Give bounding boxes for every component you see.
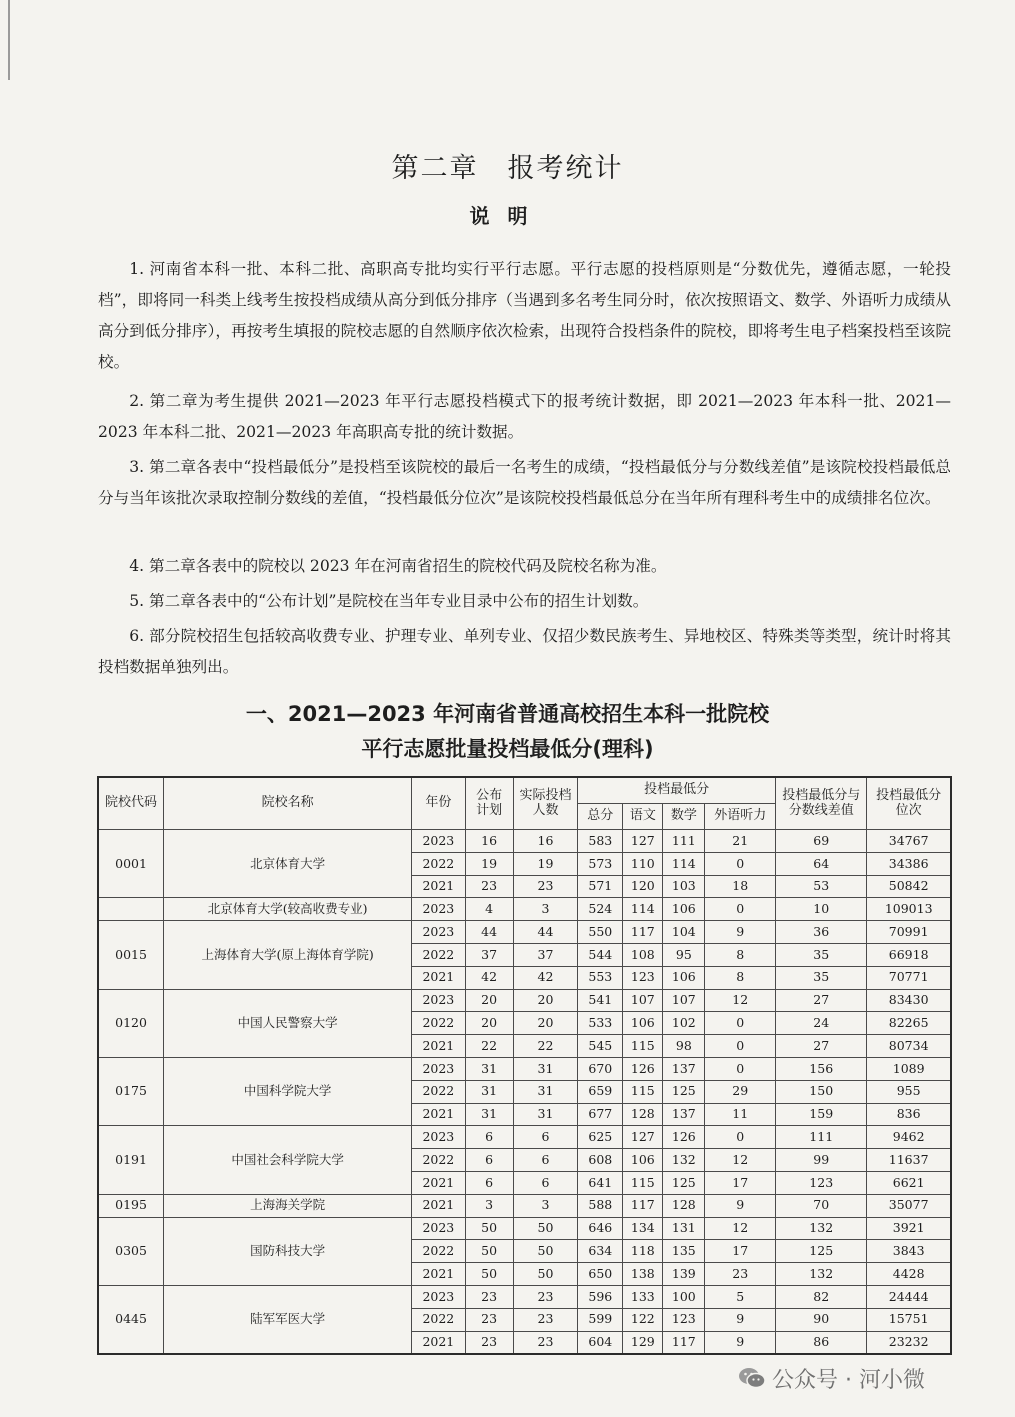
school-code: 0015 — [98, 921, 164, 989]
cell-math-score: 123 — [663, 1308, 705, 1331]
cell-score-diff: 35 — [776, 966, 867, 989]
cell-total-score: 670 — [578, 1057, 623, 1080]
cell-chinese-score: 126 — [623, 1057, 663, 1080]
cell-math-score: 126 — [663, 1126, 705, 1149]
cell-chinese-score: 122 — [623, 1308, 663, 1331]
cell-year: 2023 — [412, 1126, 465, 1149]
cell-actual: 3 — [513, 1194, 578, 1217]
cell-rank: 1089 — [867, 1057, 951, 1080]
school-code: 0120 — [98, 989, 164, 1057]
cell-listening-score: 12 — [705, 989, 776, 1012]
cell-actual: 6 — [513, 1149, 578, 1172]
table-row — [98, 1217, 951, 1240]
cell-plan: 23 — [465, 1308, 513, 1331]
paragraph-2: 2. 第二章为考生提供 2021—2023 年平行志愿投档模式下的报考统计数据，即 2021—2023 年本科一批、2021—2023 年本科二批、2021—2023 年高职高专批的统计数据。 — [98, 392, 951, 441]
cell-chinese-score: 133 — [623, 1285, 663, 1308]
cell-total-score: 588 — [578, 1194, 623, 1217]
cell-plan: 31 — [465, 1103, 513, 1126]
cell-plan: 31 — [465, 1080, 513, 1103]
cell-actual: 20 — [513, 989, 578, 1012]
cell-listening-score: 17 — [705, 1240, 776, 1263]
cell-total-score: 571 — [578, 875, 623, 898]
cell-actual: 31 — [513, 1057, 578, 1080]
cell-score-diff: 69 — [776, 830, 867, 853]
cell-actual: 23 — [513, 1308, 578, 1331]
cell-plan: 31 — [465, 1057, 513, 1080]
cell-listening-score: 0 — [705, 898, 776, 921]
cell-rank: 50842 — [867, 875, 951, 898]
header-year: 年份 — [412, 777, 465, 830]
school-code: 0445 — [98, 1285, 164, 1354]
cell-plan: 50 — [465, 1217, 513, 1240]
cell-chinese-score: 128 — [623, 1103, 663, 1126]
cell-total-score: 550 — [578, 921, 623, 944]
cell-total-score: 545 — [578, 1035, 623, 1058]
cell-listening-score: 9 — [705, 1308, 776, 1331]
cell-math-score: 114 — [663, 852, 705, 875]
cell-listening-score: 8 — [705, 966, 776, 989]
cell-score-diff: 125 — [776, 1240, 867, 1263]
school-name: 国防科技大学 — [164, 1217, 412, 1285]
cell-actual: 31 — [513, 1103, 578, 1126]
school-name: 上海体育大学(原上海体育学院) — [164, 921, 412, 989]
cell-rank: 955 — [867, 1080, 951, 1103]
cell-math-score: 95 — [663, 943, 705, 966]
cell-year: 2021 — [412, 966, 465, 989]
cell-year: 2022 — [412, 943, 465, 966]
cell-plan: 22 — [465, 1035, 513, 1058]
cell-year: 2021 — [412, 875, 465, 898]
cell-chinese-score: 115 — [623, 1171, 663, 1194]
table-title-line2: 平行志愿批量投档最低分(理科) — [361, 737, 654, 761]
cell-chinese-score: 110 — [623, 852, 663, 875]
school-code: 0175 — [98, 1057, 164, 1125]
cell-actual: 31 — [513, 1080, 578, 1103]
cell-year: 2021 — [412, 1263, 465, 1286]
table-title-line1: 一、2021—2023 年河南省普通高校招生本科一批院校 — [245, 702, 770, 726]
cell-plan: 50 — [465, 1263, 513, 1286]
cell-chinese-score: 106 — [623, 1149, 663, 1172]
table-row — [98, 1194, 951, 1217]
cell-score-diff: 156 — [776, 1057, 867, 1080]
cell-actual: 23 — [513, 1285, 578, 1308]
cell-actual: 3 — [513, 898, 578, 921]
cell-year: 2022 — [412, 852, 465, 875]
cell-total-score: 524 — [578, 898, 623, 921]
table-row — [98, 989, 951, 1012]
school-name: 陆军军医大学 — [164, 1285, 412, 1354]
cell-plan: 6 — [465, 1149, 513, 1172]
cell-math-score: 131 — [663, 1217, 705, 1240]
cell-total-score: 677 — [578, 1103, 623, 1126]
cell-actual: 19 — [513, 852, 578, 875]
section-title: 说明 — [469, 204, 546, 228]
cell-plan: 16 — [465, 830, 513, 853]
table-row — [98, 1126, 951, 1149]
cell-listening-score: 17 — [705, 1171, 776, 1194]
paragraph-5: 5. 第二章各表中的“公布计划”是院校在当年专业目录中公布的招生计划数。 — [129, 592, 649, 610]
cell-score-diff: 132 — [776, 1217, 867, 1240]
cell-plan: 42 — [465, 966, 513, 989]
cell-year: 2022 — [412, 1012, 465, 1035]
cell-score-diff: 150 — [776, 1080, 867, 1103]
cell-total-score: 599 — [578, 1308, 623, 1331]
cell-math-score: 125 — [663, 1171, 705, 1194]
cell-chinese-score: 134 — [623, 1217, 663, 1240]
cell-math-score: 128 — [663, 1194, 705, 1217]
cell-math-score: 137 — [663, 1103, 705, 1126]
cell-listening-score: 12 — [705, 1149, 776, 1172]
cell-rank: 9462 — [867, 1126, 951, 1149]
cell-year: 2023 — [412, 898, 465, 921]
cell-math-score: 125 — [663, 1080, 705, 1103]
paragraph-1: 1. 河南省本科一批、本科二批、高职高专批均实行平行志愿。平行志愿的投档原则是“分数优先，遵循志愿，一轮投档”，即将同一科类上线考生按投档成绩从高分到低分排序（当遇到多名考生同分时，依次按照语文、数学、外语听力成绩从高分到低分排序），再按考生填报的院校志愿的自然顺序依次检索，出现符合投档条件的院校，即将考生电子档案投档至该院校。 — [98, 260, 951, 371]
cell-listening-score: 0 — [705, 1012, 776, 1035]
cell-total-score: 573 — [578, 852, 623, 875]
cell-listening-score: 29 — [705, 1080, 776, 1103]
cell-math-score: 98 — [663, 1035, 705, 1058]
cell-year: 2021 — [412, 1194, 465, 1217]
cell-plan: 6 — [465, 1171, 513, 1194]
cell-score-diff: 86 — [776, 1331, 867, 1354]
cell-score-diff: 53 — [776, 875, 867, 898]
cell-chinese-score: 127 — [623, 830, 663, 853]
table-body — [98, 830, 951, 1355]
cell-rank: 3843 — [867, 1240, 951, 1263]
cell-math-score: 132 — [663, 1149, 705, 1172]
cell-math-score: 137 — [663, 1057, 705, 1080]
admission-score-table — [97, 776, 952, 1355]
cell-listening-score: 0 — [705, 852, 776, 875]
paragraph-3: 3. 第二章各表中“投档最低分”是投档至该院校的最后一名考生的成绩，“投档最低分与分数线差值”是该院校投档最低总分与当年该批次录取控制分数线的差值，“投档最低分位次”是该院校投档最低总分在当年所有理科考生中的成绩排名位次。 — [98, 458, 951, 507]
cell-score-diff: 10 — [776, 898, 867, 921]
cell-rank: 3921 — [867, 1217, 951, 1240]
cell-math-score: 111 — [663, 830, 705, 853]
cell-score-diff: 27 — [776, 989, 867, 1012]
cell-rank: 15751 — [867, 1308, 951, 1331]
cell-rank: 109013 — [867, 898, 951, 921]
cell-listening-score: 0 — [705, 1126, 776, 1149]
cell-rank: 35077 — [867, 1194, 951, 1217]
cell-chinese-score: 114 — [623, 898, 663, 921]
cell-plan: 20 — [465, 1012, 513, 1035]
cell-plan: 50 — [465, 1240, 513, 1263]
cell-year: 2022 — [412, 1080, 465, 1103]
school-code: 0191 — [98, 1126, 164, 1194]
cell-year: 2023 — [412, 830, 465, 853]
header-code: 院校代码 — [98, 777, 164, 830]
cell-listening-score: 0 — [705, 1057, 776, 1080]
cell-year: 2023 — [412, 921, 465, 944]
cell-math-score: 106 — [663, 966, 705, 989]
cell-actual: 37 — [513, 943, 578, 966]
cell-chinese-score: 123 — [623, 966, 663, 989]
cell-total-score: 544 — [578, 943, 623, 966]
paragraph-6: 6. 部分院校招生包括较高收费专业、护理专业、单列专业、仅招少数民族考生、异地校区、特殊类等类型，统计时将其投档数据单独列出。 — [98, 627, 951, 676]
cell-year: 2021 — [412, 1103, 465, 1126]
cell-score-diff: 27 — [776, 1035, 867, 1058]
school-code: 0305 — [98, 1217, 164, 1285]
cell-chinese-score: 115 — [623, 1080, 663, 1103]
cell-actual: 20 — [513, 1012, 578, 1035]
table-row — [98, 898, 951, 921]
cell-chinese-score: 129 — [623, 1331, 663, 1354]
paragraph-4: 4. 第二章各表中的院校以 2023 年在河南省招生的院校代码及院校名称为准。 — [129, 557, 667, 575]
cell-total-score: 533 — [578, 1012, 623, 1035]
cell-total-score: 608 — [578, 1149, 623, 1172]
cell-actual: 6 — [513, 1126, 578, 1149]
cell-total-score: 596 — [578, 1285, 623, 1308]
cell-math-score: 100 — [663, 1285, 705, 1308]
scan-edge-line — [8, 0, 10, 80]
cell-rank: 70991 — [867, 921, 951, 944]
cell-chinese-score: 118 — [623, 1240, 663, 1263]
cell-chinese-score: 108 — [623, 943, 663, 966]
cell-listening-score: 11 — [705, 1103, 776, 1126]
chapter-title: 第二章 报考统计 — [391, 153, 624, 184]
cell-rank: 80734 — [867, 1035, 951, 1058]
cell-score-diff: 123 — [776, 1171, 867, 1194]
cell-plan: 3 — [465, 1194, 513, 1217]
cell-score-diff: 24 — [776, 1012, 867, 1035]
cell-listening-score: 9 — [705, 1331, 776, 1354]
cell-rank: 11637 — [867, 1149, 951, 1172]
wechat-icon — [738, 1366, 766, 1390]
cell-score-diff: 82 — [776, 1285, 867, 1308]
cell-total-score: 646 — [578, 1217, 623, 1240]
cell-score-diff: 99 — [776, 1149, 867, 1172]
cell-math-score: 102 — [663, 1012, 705, 1035]
cell-actual: 23 — [513, 875, 578, 898]
cell-listening-score: 12 — [705, 1217, 776, 1240]
cell-math-score: 103 — [663, 875, 705, 898]
cell-year: 2023 — [412, 1057, 465, 1080]
cell-rank: 66918 — [867, 943, 951, 966]
cell-math-score: 107 — [663, 989, 705, 1012]
cell-chinese-score: 120 — [623, 875, 663, 898]
cell-rank: 836 — [867, 1103, 951, 1126]
cell-year: 2021 — [412, 1171, 465, 1194]
school-code — [98, 898, 164, 921]
cell-total-score: 604 — [578, 1331, 623, 1354]
cell-total-score: 634 — [578, 1240, 623, 1263]
cell-year: 2022 — [412, 1149, 465, 1172]
header-actual: 实际投档人数 — [513, 777, 578, 830]
cell-plan: 20 — [465, 989, 513, 1012]
school-name: 上海海关学院 — [164, 1194, 412, 1217]
header-min-score: 投档最低分 — [578, 777, 776, 804]
header-chinese: 语文 — [623, 804, 663, 830]
cell-rank: 6621 — [867, 1171, 951, 1194]
header-name: 院校名称 — [164, 777, 412, 830]
cell-actual: 50 — [513, 1240, 578, 1263]
cell-rank: 83430 — [867, 989, 951, 1012]
cell-year: 2021 — [412, 1331, 465, 1354]
cell-chinese-score: 127 — [623, 1126, 663, 1149]
header-math: 数学 — [663, 804, 705, 830]
cell-plan: 6 — [465, 1126, 513, 1149]
cell-total-score: 659 — [578, 1080, 623, 1103]
cell-year: 2021 — [412, 1035, 465, 1058]
cell-score-diff: 90 — [776, 1308, 867, 1331]
cell-listening-score: 23 — [705, 1263, 776, 1286]
cell-listening-score: 9 — [705, 1194, 776, 1217]
table-row — [98, 830, 951, 853]
cell-actual: 50 — [513, 1263, 578, 1286]
header-rank: 投档最低分位次 — [867, 777, 951, 830]
cell-rank: 34386 — [867, 852, 951, 875]
cell-rank: 70771 — [867, 966, 951, 989]
school-name: 北京体育大学 — [164, 830, 412, 898]
cell-score-diff: 64 — [776, 852, 867, 875]
cell-plan: 23 — [465, 1331, 513, 1354]
watermark — [738, 1363, 925, 1393]
cell-listening-score: 18 — [705, 875, 776, 898]
cell-rank: 24444 — [867, 1285, 951, 1308]
cell-rank: 82265 — [867, 1012, 951, 1035]
cell-listening-score: 5 — [705, 1285, 776, 1308]
cell-actual: 23 — [513, 1331, 578, 1354]
table-row — [98, 1057, 951, 1080]
cell-score-diff: 36 — [776, 921, 867, 944]
header-total: 总分 — [578, 804, 623, 830]
cell-math-score: 106 — [663, 898, 705, 921]
cell-math-score: 139 — [663, 1263, 705, 1286]
cell-plan: 23 — [465, 875, 513, 898]
cell-rank: 4428 — [867, 1263, 951, 1286]
table-row — [98, 921, 951, 944]
cell-total-score: 583 — [578, 830, 623, 853]
cell-math-score: 104 — [663, 921, 705, 944]
cell-total-score: 650 — [578, 1263, 623, 1286]
cell-math-score: 117 — [663, 1331, 705, 1354]
cell-total-score: 625 — [578, 1126, 623, 1149]
cell-plan: 44 — [465, 921, 513, 944]
cell-score-diff: 132 — [776, 1263, 867, 1286]
cell-actual: 50 — [513, 1217, 578, 1240]
cell-chinese-score: 115 — [623, 1035, 663, 1058]
school-code: 0195 — [98, 1194, 164, 1217]
cell-actual: 16 — [513, 830, 578, 853]
cell-total-score: 641 — [578, 1171, 623, 1194]
cell-score-diff: 111 — [776, 1126, 867, 1149]
watermark-text: 公众号 · 河小微 — [772, 1367, 925, 1393]
cell-listening-score: 21 — [705, 830, 776, 853]
cell-plan: 19 — [465, 852, 513, 875]
cell-listening-score: 8 — [705, 943, 776, 966]
cell-listening-score: 0 — [705, 1035, 776, 1058]
cell-plan: 23 — [465, 1285, 513, 1308]
cell-plan: 37 — [465, 943, 513, 966]
cell-total-score: 541 — [578, 989, 623, 1012]
cell-total-score: 553 — [578, 966, 623, 989]
school-name: 中国科学院大学 — [164, 1057, 412, 1125]
cell-plan: 4 — [465, 898, 513, 921]
cell-actual: 22 — [513, 1035, 578, 1058]
cell-year: 2023 — [412, 989, 465, 1012]
cell-score-diff: 159 — [776, 1103, 867, 1126]
school-name: 中国人民警察大学 — [164, 989, 412, 1057]
cell-year: 2023 — [412, 1285, 465, 1308]
cell-actual: 6 — [513, 1171, 578, 1194]
cell-chinese-score: 138 — [623, 1263, 663, 1286]
school-name: 北京体育大学(较高收费专业) — [164, 898, 412, 921]
cell-actual: 42 — [513, 966, 578, 989]
cell-rank: 34767 — [867, 830, 951, 853]
school-name: 中国社会科学院大学 — [164, 1126, 412, 1194]
header-plan: 公布计划 — [465, 777, 513, 830]
cell-chinese-score: 117 — [623, 1194, 663, 1217]
table-row — [98, 1285, 951, 1308]
cell-listening-score: 9 — [705, 921, 776, 944]
cell-year: 2022 — [412, 1308, 465, 1331]
cell-chinese-score: 117 — [623, 921, 663, 944]
header-diff: 投档最低分与分数线差值 — [776, 777, 867, 830]
cell-score-diff: 70 — [776, 1194, 867, 1217]
cell-year: 2023 — [412, 1217, 465, 1240]
cell-year: 2022 — [412, 1240, 465, 1263]
cell-math-score: 135 — [663, 1240, 705, 1263]
cell-chinese-score: 107 — [623, 989, 663, 1012]
cell-score-diff: 35 — [776, 943, 867, 966]
cell-chinese-score: 106 — [623, 1012, 663, 1035]
school-code: 0001 — [98, 830, 164, 898]
header-listening: 外语听力 — [705, 804, 776, 830]
cell-rank: 23232 — [867, 1331, 951, 1354]
cell-actual: 44 — [513, 921, 578, 944]
